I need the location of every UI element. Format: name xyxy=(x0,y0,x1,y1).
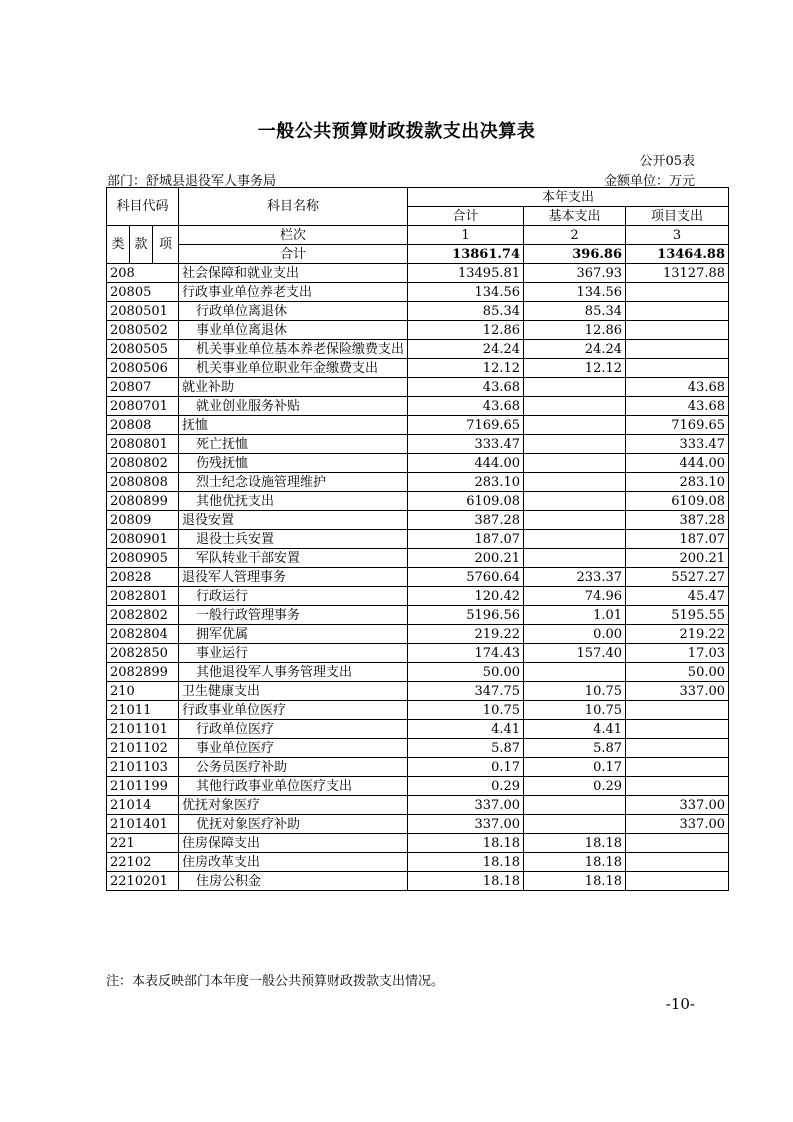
row-name: 退役军人管理事务 xyxy=(179,568,408,587)
row-code: 210 xyxy=(107,682,179,701)
row-project: 5195.55 xyxy=(626,606,729,625)
row-name: 军队转业干部安置 xyxy=(179,549,408,568)
row-total: 24.24 xyxy=(408,340,524,359)
row-basic: 24.24 xyxy=(524,340,626,359)
row-project: 6109.08 xyxy=(626,492,729,511)
row-project: 45.47 xyxy=(626,587,729,606)
row-name: 其他退役军人事务管理支出 xyxy=(179,663,408,682)
row-total: 43.68 xyxy=(408,378,524,397)
row-code: 2080506 xyxy=(107,359,179,378)
row-project: 333.47 xyxy=(626,435,729,454)
table-row xyxy=(107,321,729,340)
row-project: 219.22 xyxy=(626,625,729,644)
row-basic: 12.12 xyxy=(524,359,626,378)
row-project: 444.00 xyxy=(626,454,729,473)
row-total: 5196.56 xyxy=(408,606,524,625)
row-total: 174.43 xyxy=(408,644,524,663)
row-code: 2101101 xyxy=(107,720,179,739)
row-code: 2082801 xyxy=(107,587,179,606)
row-name: 住房公积金 xyxy=(179,872,408,891)
row-code: 2080899 xyxy=(107,492,179,511)
header-row-3 xyxy=(107,226,729,245)
row-basic: 233.37 xyxy=(524,568,626,587)
table-row xyxy=(107,720,729,739)
row-name: 优抚对象医疗 xyxy=(179,796,408,815)
row-project xyxy=(626,720,729,739)
row-total: 4.41 xyxy=(408,720,524,739)
row-total: 85.34 xyxy=(408,302,524,321)
header-total: 合计 xyxy=(408,207,524,226)
row-code: 21014 xyxy=(107,796,179,815)
row-project: 50.00 xyxy=(626,663,729,682)
row-code: 208 xyxy=(107,264,179,283)
row-total: 187.07 xyxy=(408,530,524,549)
header-project: 项目支出 xyxy=(626,207,729,226)
row-project xyxy=(626,777,729,796)
row-total: 120.42 xyxy=(408,587,524,606)
row-project: 43.68 xyxy=(626,397,729,416)
table-row xyxy=(107,283,729,302)
table-row xyxy=(107,264,729,283)
total-project: 13464.88 xyxy=(626,245,729,264)
row-code: 2082850 xyxy=(107,644,179,663)
row-project xyxy=(626,359,729,378)
row-code: 2080905 xyxy=(107,549,179,568)
row-total: 12.86 xyxy=(408,321,524,340)
table-row xyxy=(107,872,729,891)
footnote: 注：本表反映部门本年度一般公共预算财政拨款支出情况。 xyxy=(106,974,445,989)
table-row xyxy=(107,739,729,758)
row-code: 22102 xyxy=(107,853,179,872)
row-name: 行政事业单位养老支出 xyxy=(179,283,408,302)
header-lei: 类 xyxy=(107,226,130,264)
row-project xyxy=(626,834,729,853)
row-name: 机关事业单位基本养老保险缴费支出 xyxy=(179,340,408,359)
table-row xyxy=(107,302,729,321)
row-name: 卫生健康支出 xyxy=(179,682,408,701)
unit-label: 金额单位：万元 xyxy=(603,174,695,189)
row-name: 其他优抚支出 xyxy=(179,492,408,511)
row-basic xyxy=(524,397,626,416)
row-code: 2080801 xyxy=(107,435,179,454)
row-basic xyxy=(524,454,626,473)
table-row xyxy=(107,454,729,473)
row-basic xyxy=(524,435,626,454)
row-code: 2080808 xyxy=(107,473,179,492)
row-total: 347.75 xyxy=(408,682,524,701)
row-project: 387.28 xyxy=(626,511,729,530)
row-project: 43.68 xyxy=(626,378,729,397)
row-basic: 367.93 xyxy=(524,264,626,283)
row-code: 20805 xyxy=(107,283,179,302)
table-row xyxy=(107,701,729,720)
table-row xyxy=(107,378,729,397)
row-project xyxy=(626,853,729,872)
row-basic xyxy=(524,473,626,492)
row-total: 12.12 xyxy=(408,359,524,378)
row-name: 事业单位离退休 xyxy=(179,321,408,340)
row-code: 20808 xyxy=(107,416,179,435)
total-label: 合计 xyxy=(179,245,408,264)
row-name: 抚恤 xyxy=(179,416,408,435)
row-name: 就业创业服务补贴 xyxy=(179,397,408,416)
table-row xyxy=(107,796,729,815)
row-total: 0.29 xyxy=(408,777,524,796)
department-label: 部门：舒城县退役军人事务局 xyxy=(107,174,277,189)
page-number: -10- xyxy=(665,995,695,1013)
row-basic: 12.86 xyxy=(524,321,626,340)
row-total: 219.22 xyxy=(408,625,524,644)
row-basic xyxy=(524,511,626,530)
total-row xyxy=(107,245,729,264)
row-project xyxy=(626,701,729,720)
table-row xyxy=(107,473,729,492)
row-project xyxy=(626,872,729,891)
row-name: 死亡抚恤 xyxy=(179,435,408,454)
row-name: 优抚对象医疗补助 xyxy=(179,815,408,834)
table-row xyxy=(107,549,729,568)
row-code: 20807 xyxy=(107,378,179,397)
row-basic xyxy=(524,416,626,435)
expenditure-table xyxy=(106,187,729,891)
row-name: 其他行政事业单位医疗支出 xyxy=(179,777,408,796)
row-basic: 18.18 xyxy=(524,853,626,872)
row-basic xyxy=(524,549,626,568)
header-lanci: 栏次 xyxy=(179,226,408,245)
row-code: 2101401 xyxy=(107,815,179,834)
row-code: 2101102 xyxy=(107,739,179,758)
table-row xyxy=(107,625,729,644)
row-total: 337.00 xyxy=(408,815,524,834)
header-name: 科目名称 xyxy=(179,188,408,226)
row-total: 5.87 xyxy=(408,739,524,758)
row-project: 337.00 xyxy=(626,815,729,834)
table-row xyxy=(107,834,729,853)
row-total: 200.21 xyxy=(408,549,524,568)
row-project: 337.00 xyxy=(626,682,729,701)
row-total: 0.17 xyxy=(408,758,524,777)
row-project xyxy=(626,283,729,302)
table-row xyxy=(107,568,729,587)
header-col3: 3 xyxy=(626,226,729,245)
row-total: 333.47 xyxy=(408,435,524,454)
table-row xyxy=(107,682,729,701)
header-col2: 2 xyxy=(524,226,626,245)
row-name: 住房保障支出 xyxy=(179,834,408,853)
row-code: 21011 xyxy=(107,701,179,720)
table-row xyxy=(107,397,729,416)
row-code: 221 xyxy=(107,834,179,853)
table-row xyxy=(107,416,729,435)
row-total: 283.10 xyxy=(408,473,524,492)
row-name: 行政单位医疗 xyxy=(179,720,408,739)
row-code: 20828 xyxy=(107,568,179,587)
row-basic xyxy=(524,796,626,815)
row-basic: 0.17 xyxy=(524,758,626,777)
page-title: 一般公共预算财政拨款支出决算表 xyxy=(257,121,536,142)
table-row xyxy=(107,606,729,625)
table-row xyxy=(107,511,729,530)
row-project: 17.03 xyxy=(626,644,729,663)
row-name: 退役士兵安置 xyxy=(179,530,408,549)
row-name: 公务员医疗补助 xyxy=(179,758,408,777)
row-project: 283.10 xyxy=(626,473,729,492)
row-total: 50.00 xyxy=(408,663,524,682)
row-basic: 0.29 xyxy=(524,777,626,796)
row-basic: 18.18 xyxy=(524,834,626,853)
header-xiang: 项 xyxy=(153,226,179,264)
header-year-expense: 本年支出 xyxy=(408,188,729,207)
row-name: 拥军优属 xyxy=(179,625,408,644)
header-code: 科目代码 xyxy=(107,188,179,226)
row-basic: 134.56 xyxy=(524,283,626,302)
row-code: 2082804 xyxy=(107,625,179,644)
row-project: 7169.65 xyxy=(626,416,729,435)
row-total: 43.68 xyxy=(408,397,524,416)
row-basic: 1.01 xyxy=(524,606,626,625)
table-row xyxy=(107,359,729,378)
row-total: 18.18 xyxy=(408,872,524,891)
row-total: 5760.64 xyxy=(408,568,524,587)
row-name: 社会保障和就业支出 xyxy=(179,264,408,283)
row-total: 444.00 xyxy=(408,454,524,473)
row-total: 10.75 xyxy=(408,701,524,720)
total-basic: 396.86 xyxy=(524,245,626,264)
row-basic: 10.75 xyxy=(524,682,626,701)
row-basic: 4.41 xyxy=(524,720,626,739)
row-code: 2082899 xyxy=(107,663,179,682)
table-row xyxy=(107,758,729,777)
row-basic: 5.87 xyxy=(524,739,626,758)
row-total: 18.18 xyxy=(408,834,524,853)
table-row xyxy=(107,530,729,549)
header-col1: 1 xyxy=(408,226,524,245)
row-project: 5527.27 xyxy=(626,568,729,587)
row-total: 18.18 xyxy=(408,853,524,872)
row-code: 2101103 xyxy=(107,758,179,777)
row-name: 就业补助 xyxy=(179,378,408,397)
row-basic xyxy=(524,663,626,682)
row-code: 2080502 xyxy=(107,321,179,340)
row-project: 200.21 xyxy=(626,549,729,568)
row-total: 387.28 xyxy=(408,511,524,530)
row-name: 住房改革支出 xyxy=(179,853,408,872)
row-code: 2080701 xyxy=(107,397,179,416)
form-number: 公开05表 xyxy=(639,154,695,169)
row-name: 机关事业单位职业年金缴费支出 xyxy=(179,359,408,378)
row-code: 2080901 xyxy=(107,530,179,549)
table-row xyxy=(107,340,729,359)
table-row xyxy=(107,587,729,606)
row-basic: 18.18 xyxy=(524,872,626,891)
row-project: 337.00 xyxy=(626,796,729,815)
row-name: 行政单位离退休 xyxy=(179,302,408,321)
row-project xyxy=(626,302,729,321)
table-row xyxy=(107,435,729,454)
table-row xyxy=(107,815,729,834)
row-total: 13495.81 xyxy=(408,264,524,283)
row-code: 2080501 xyxy=(107,302,179,321)
row-name: 行政事业单位医疗 xyxy=(179,701,408,720)
row-total: 337.00 xyxy=(408,796,524,815)
header-kuan: 款 xyxy=(130,226,153,264)
row-code: 2080802 xyxy=(107,454,179,473)
row-basic: 10.75 xyxy=(524,701,626,720)
row-code: 2082802 xyxy=(107,606,179,625)
row-basic xyxy=(524,378,626,397)
table-row xyxy=(107,492,729,511)
row-total: 6109.08 xyxy=(408,492,524,511)
table-row xyxy=(107,777,729,796)
row-basic: 85.34 xyxy=(524,302,626,321)
row-code: 2210201 xyxy=(107,872,179,891)
header-row-1 xyxy=(107,188,729,207)
row-name: 事业单位医疗 xyxy=(179,739,408,758)
row-project: 13127.88 xyxy=(626,264,729,283)
row-name: 行政运行 xyxy=(179,587,408,606)
row-name: 伤残抚恤 xyxy=(179,454,408,473)
row-basic: 74.96 xyxy=(524,587,626,606)
row-name: 烈士纪念设施管理维护 xyxy=(179,473,408,492)
row-basic xyxy=(524,815,626,834)
row-project xyxy=(626,340,729,359)
row-basic: 0.00 xyxy=(524,625,626,644)
row-code: 2101199 xyxy=(107,777,179,796)
row-name: 事业运行 xyxy=(179,644,408,663)
row-project xyxy=(626,739,729,758)
row-total: 7169.65 xyxy=(408,416,524,435)
row-project: 187.07 xyxy=(626,530,729,549)
row-code: 20809 xyxy=(107,511,179,530)
total-total: 13861.74 xyxy=(408,245,524,264)
row-name: 退役安置 xyxy=(179,511,408,530)
row-basic xyxy=(524,492,626,511)
row-code: 2080505 xyxy=(107,340,179,359)
row-project xyxy=(626,758,729,777)
table-row xyxy=(107,853,729,872)
row-name: 一般行政管理事务 xyxy=(179,606,408,625)
row-total: 134.56 xyxy=(408,283,524,302)
table-row xyxy=(107,644,729,663)
table-row xyxy=(107,663,729,682)
row-basic xyxy=(524,530,626,549)
row-project xyxy=(626,321,729,340)
header-basic: 基本支出 xyxy=(524,207,626,226)
row-basic: 157.40 xyxy=(524,644,626,663)
